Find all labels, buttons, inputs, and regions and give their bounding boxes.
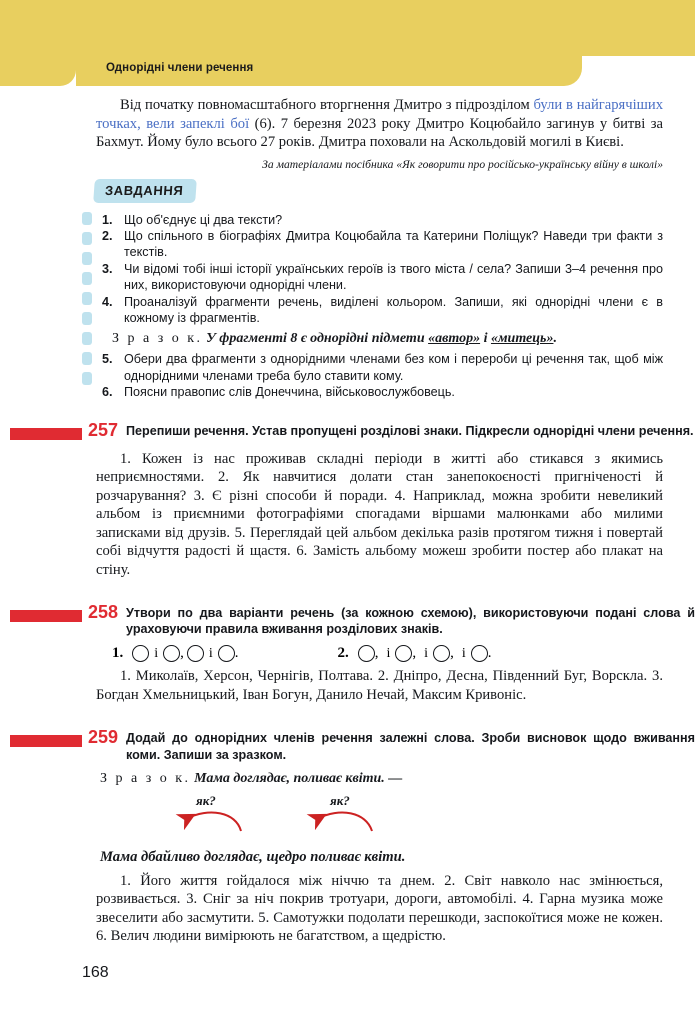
schema-comma: , [450, 645, 454, 662]
blue-marker-column [82, 212, 94, 392]
source-attribution: За матеріалами посібника «Як говорити про російсько-українську війну в школі» [262, 157, 663, 171]
zrazok-conjunction: і [480, 331, 491, 347]
exercise-body-wrap [0, 872, 695, 946]
task-text: Що об'єднує ці два тексти? [124, 212, 283, 227]
marker-square-icon [82, 312, 92, 325]
page-number: 168 [82, 964, 109, 981]
schema-conjunction: і [154, 645, 159, 661]
exercise-body-wrap [0, 450, 695, 580]
zrazok-word-2: «митець» [490, 331, 554, 347]
intro-section [0, 96, 695, 171]
zrazok-end: . [553, 331, 557, 347]
schema-circle-icon [471, 645, 488, 662]
page-content [0, 96, 695, 946]
marker-square-icon [82, 232, 92, 245]
task-text: Поясни правопис слів Донеччина, військовослужбовець. [124, 385, 455, 400]
model-sentence: Мама дбайливо доглядає, щедро поливає квіти. [100, 848, 406, 865]
exercise-number: 259 [88, 727, 119, 748]
schema-conjunction: і [424, 645, 429, 661]
task-number: 3. [102, 261, 113, 276]
exercise-red-bar [10, 610, 82, 622]
exercise-header [0, 602, 695, 637]
schema-variant-1 [112, 645, 242, 662]
exercise-body-text: 1. Його життя гойдалося між ніччю та днем. 2. Світ навколо нас змінюється, розвивається. 3. Сніг за ніч покрив тротуари, дороги, автомобілі. 4. Гарна музика може звеселити або засмутити. 5. Самотужки подолати перешкоди, заспокоїтися може не кожен. 6. Велич людини вимірюють не багатством, а щедрістю. [96, 872, 663, 945]
marker-square-icon [82, 272, 92, 285]
arrow-curves-svg [0, 791, 695, 849]
intro-text-post: (6). 7 березня 2023 року Дмитро Коцюбайло загинув у битві за Бахмут. Йому було всього 27 років. Дмитра поховали на Аскольдовій могилі в Києві. [96, 115, 663, 150]
arrow-question-label-1: як? [196, 792, 216, 808]
task-text: Що спільного в біографіях Дмитра Коцюбайла та Катерини Поліщук? Наведи три факти з текстів. [124, 228, 663, 260]
schema-conjunction: і [386, 645, 391, 661]
exercise-header [0, 727, 695, 762]
marker-square-icon [82, 252, 92, 265]
exercise-title: Перепиши речення. Устав пропущені розділові знаки. Підкресли однорідні члени речення. [126, 423, 694, 438]
marker-square-icon [82, 332, 92, 345]
task-number: 6. [102, 385, 113, 400]
zrazok-example-259 [0, 769, 695, 788]
schema-label: 1. [112, 645, 124, 662]
exercise-258 [0, 602, 695, 704]
intro-paragraph [96, 96, 663, 152]
task-text: Обери два фрагменти з однорідними членами без ком і перероби ці речення так, щоб між однорідними членами треба було ставити кому. [124, 352, 663, 383]
exercise-title: Утвори по два варіанти речень (за кожною схемою), використовуючи подані слова й ураховуючи правила вживання розділових знаків. [126, 606, 695, 637]
schema-circle-icon [132, 645, 149, 662]
schema-comma: , [180, 645, 184, 662]
task-text: Проаналізуй фрагменти речень, виділені кольором. Запиши, які однорідні члени є в кожному із фрагментів. [124, 294, 663, 325]
zrazok-label: З р а з о к. [112, 331, 203, 347]
list-item [96, 384, 663, 400]
task-number: 1. [102, 212, 113, 227]
exercise-red-bar [10, 428, 82, 440]
exercise-title: Додай до однорідних членів речення залежні слова. Зроби висновок щодо вживання коми. Запиши за зразком. [126, 731, 695, 762]
tasks-list-section [0, 212, 695, 401]
curved-arrow-1 [186, 812, 241, 830]
marker-square-icon [82, 292, 92, 305]
task-number: 5. [102, 352, 113, 367]
schema-circle-icon [358, 645, 375, 662]
exercise-header [0, 419, 695, 445]
exercise-body-wrap [0, 667, 695, 704]
list-item [96, 261, 663, 294]
exercise-257 [0, 419, 695, 580]
schema-period: . [234, 645, 239, 662]
task-list [96, 212, 663, 327]
exercise-body-text: 1. Миколаїв, Херсон, Чернігів, Полтава. 2. Дніпро, Десна, Південний Буг, Ворскла. 3. Богдан Хмельницький, Іван Богун, Данило Нечай, Максим Кривоніс. [96, 668, 663, 703]
task-list-continued [96, 351, 663, 400]
schema-circle-icon [187, 645, 204, 662]
task-number: 2. [102, 228, 113, 243]
schema-comma: , [412, 645, 417, 662]
schema-circle-icon [163, 645, 180, 662]
marker-square-icon [82, 372, 92, 385]
exercise-red-bar [10, 735, 82, 747]
list-item [96, 294, 663, 327]
exercise-number: 258 [88, 602, 119, 623]
schema-conjunction: і [461, 645, 466, 661]
task-text: Чи відомі тобі інші історії українських героїв із твого міста / села? Запиши 3–4 речення про них, використовуючи однорідні члени. [124, 261, 663, 293]
zrazok-text-pre: У фрагменті 8 є однорідні підмети [206, 331, 429, 347]
zrazok-word-1: «автор» [428, 331, 481, 347]
schema-comma: , [374, 645, 379, 662]
intro-highlight: були в найгарячіших точках, вели запеклі бої [96, 97, 664, 132]
running-head-title: Однорідні члени речення [106, 62, 254, 74]
schema-label: 2. [337, 645, 349, 662]
schema-circle-icon [218, 645, 235, 662]
schema-circle-icon [395, 645, 412, 662]
zrazok-example-tasks [96, 329, 663, 348]
exercise-number: 257 [88, 419, 119, 440]
curved-arrow-2 [317, 812, 372, 830]
schema-circle-icon [433, 645, 450, 662]
schema-diagram-row [0, 645, 695, 662]
list-item [96, 228, 663, 261]
zrazok-label: З р а з о к. [100, 770, 191, 786]
schema-conjunction: і [208, 645, 213, 661]
zavdannya-badge: ЗАВДАННЯ [93, 179, 197, 203]
exercise-259 [0, 727, 695, 945]
task-number: 4. [102, 294, 113, 309]
schema-variant-2 [338, 645, 495, 662]
exercise-body-text: 1. Кожен із нас проживав складні періоди в житті або стикався з якимись неприємностями. 2. Як навчитися долати стан занепокоєності пригніченості й розчарування? 3. Є різні способи й поради. 4. Наприклад, можна зробити невеликий альбом із приємними фотографіями спогадами віршами малюнками або милими записками від друзів. 5. Переглядай цей альбом декілька разів протягом тижня і повертай собі відчуття радості й щастя. 6. Замість альбому можеш зробити постер або плакат на стіну. [96, 450, 663, 578]
list-item [96, 212, 663, 228]
marker-square-icon [82, 352, 92, 365]
task-badge-row [0, 179, 695, 203]
arrow-question-label-2: як? [330, 792, 350, 808]
header-left-block [0, 0, 76, 86]
list-item [96, 351, 663, 384]
zrazok-sentence: Мама доглядає, поливає квіти. — [194, 770, 403, 786]
marker-square-icon [82, 212, 92, 225]
schema-period: . [487, 645, 492, 662]
intro-text-pre: Від початку повномасштабного вторгнення Дмитро з підрозділом [120, 97, 534, 113]
arrow-diagram [0, 791, 695, 849]
